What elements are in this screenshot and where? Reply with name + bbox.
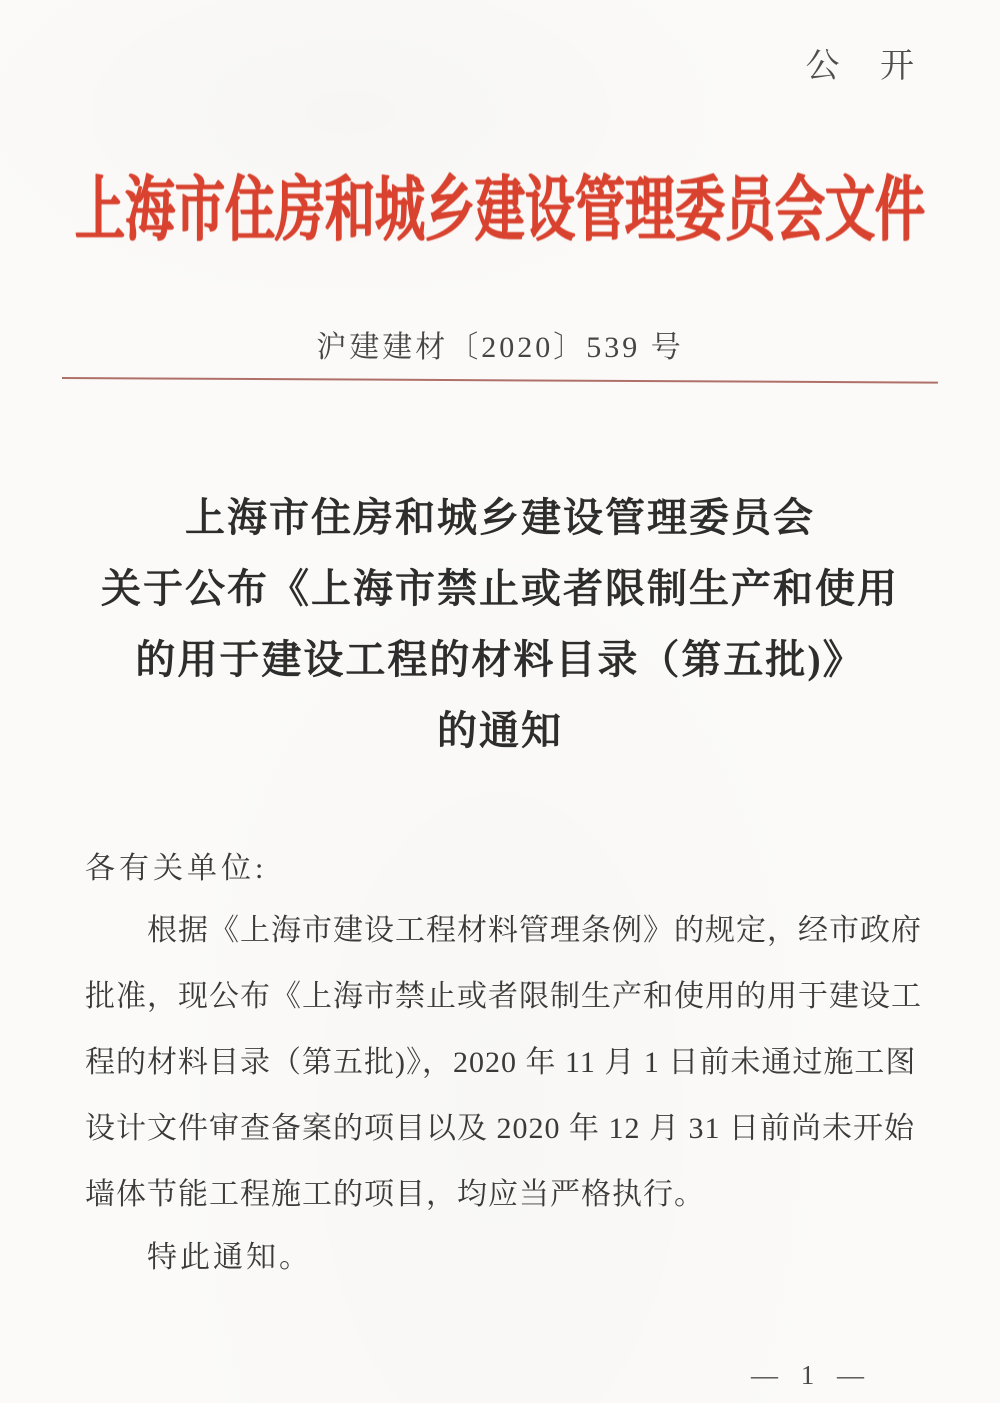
classification-label: 公 开 (805, 48, 930, 85)
masthead-row (0, 148, 1000, 260)
body-line-3: 程的材料目录（第五批)》，2020 年 11 月 1 日前未通过施工图 (85, 1046, 917, 1079)
closing-statement: 特此通知。 (147, 1241, 312, 1274)
masthead-divider-rule (62, 377, 938, 384)
document-title (0, 482, 1000, 766)
document-title-line-1: 上海市住房和城乡建设管理委员会 (185, 495, 815, 540)
body-line-5: 墙体节能工程施工的项目，均应当严格执行。 (85, 1178, 705, 1211)
document-title-line-2: 关于公布《上海市禁止或者限制生产和使用 (101, 566, 899, 611)
body-line-2: 批准，现公布《上海市禁止或者限制生产和使用的用于建设工 (85, 980, 922, 1013)
body-paragraph (85, 898, 925, 1228)
document-reference-number: 沪建建材〔2020〕539 号 (316, 331, 684, 364)
salutation: 各有关单位: (85, 852, 268, 885)
document-title-line-4: 的通知 (437, 708, 563, 753)
body-line-4: 设计文件审查备案的项目以及 2020 年 12 月 31 日前尚未开始 (85, 1112, 915, 1145)
page-number: — 1 — (751, 1360, 872, 1390)
document-title-line-3: 的用于建设工程的材料目录（第五批)》 (135, 637, 865, 682)
body-line-1: 根据《上海市建设工程材料管理条例》的规定，经市政府 (147, 914, 922, 947)
agency-masthead: 上海市住房和城乡建设管理委员会文件 (75, 169, 925, 250)
